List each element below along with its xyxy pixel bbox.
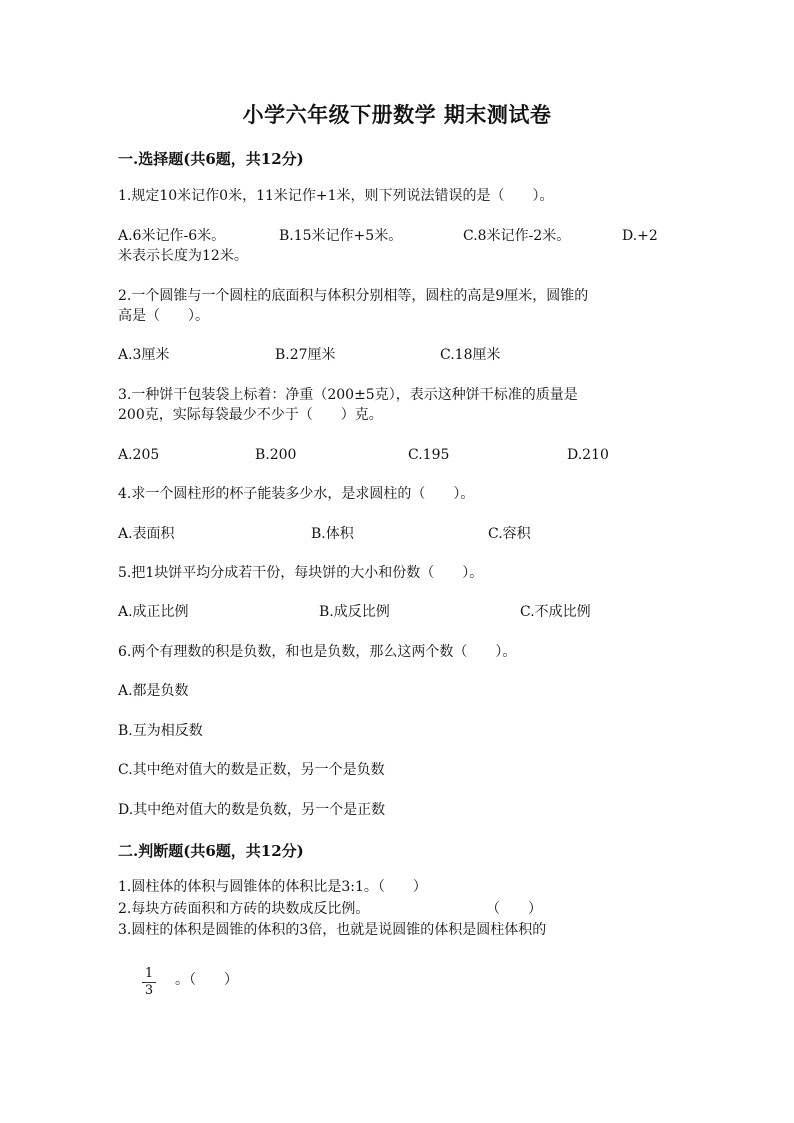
q1-option-d: D.+2 (622, 228, 658, 244)
q3-option-d: D.210 (567, 447, 609, 463)
question-1: 1.规定10米记作0米，11米记作+1米，则下列说法错误的是（ ）。 (118, 188, 554, 204)
q4-option-a: A.表面积 (118, 526, 175, 542)
question-3-line1: 3.一种饼干包装袋上标着：净重（200±5克），表示这种饼干标准的质量是 (118, 387, 578, 403)
q3-option-b: B.200 (255, 447, 297, 463)
q6-option-a: A.都是负数 (118, 683, 189, 699)
judgment-3-tail: 。（ ） (175, 972, 238, 988)
q3-option-c: C.195 (408, 447, 450, 463)
q2-option-b: B.27厘米 (275, 347, 336, 363)
q5-option-b: B.成反比例 (319, 604, 390, 620)
judgment-3: 3.圆柱的体积是圆锥的体积的3倍，也就是说圆锥的体积是圆柱体积的 (118, 922, 547, 938)
q6-option-b: B.互为相反数 (118, 723, 203, 739)
question-2-line2: 高是（ ）。 (118, 308, 209, 324)
q5-option-a: A.成正比例 (118, 604, 189, 620)
q3-option-a: A.205 (118, 447, 160, 463)
q2-option-c: C.18厘米 (440, 347, 501, 363)
q1-option-c: C.8米记作-2米。 (463, 228, 571, 244)
q1-option-d-continuation: 米表示长度为12米。 (118, 248, 248, 264)
question-5: 5.把1块饼平均分成若干份，每块饼的大小和份数（ ）。 (118, 565, 484, 581)
q2-option-a: A.3厘米 (118, 347, 170, 363)
section-heading-judgment: 二.判断题(共6题，共12分) (118, 842, 304, 860)
judgment-2-blank: （ ） (486, 901, 542, 917)
q1-option-a: A.6米记作-6米。 (118, 228, 226, 244)
question-3-line2: 200克，实际每袋最少不少于（ ）克。 (118, 407, 383, 423)
fraction-numerator: 1 (144, 966, 154, 981)
q4-option-b: B.体积 (311, 526, 354, 542)
question-4: 4.求一个圆柱形的杯子能装多少水，是求圆柱的（ ）。 (118, 486, 475, 502)
question-2-line1: 2.一个圆锥与一个圆柱的底面积与体积分别相等，圆柱的高是9厘米，圆锥的 (118, 288, 589, 304)
fraction-denominator: 3 (144, 983, 154, 998)
q4-option-c: C.容积 (488, 526, 531, 542)
q6-option-c: C.其中绝对值大的数是正数，另一个是负数 (118, 762, 385, 778)
fraction-one-third (141, 966, 157, 999)
q6-option-d: D.其中绝对值大的数是负数，另一个是正数 (118, 802, 386, 818)
q5-option-c: C.不成比例 (520, 604, 591, 620)
question-6: 6.两个有理数的积是负数，和也是负数，那么这两个数（ ）。 (118, 644, 517, 660)
judgment-1: 1.圆柱体的体积与圆锥体的体积比是3:1。（ ） (118, 879, 427, 895)
judgment-2: 2.每块方砖面积和方砖的块数成反比例。 (118, 901, 370, 917)
page-title: 小学六年级下册数学 期末测试卷 (242, 102, 552, 127)
q1-option-b: B.15米记作+5米。 (279, 228, 403, 244)
section-heading-choice: 一.选择题(共6题，共12分) (118, 150, 304, 168)
